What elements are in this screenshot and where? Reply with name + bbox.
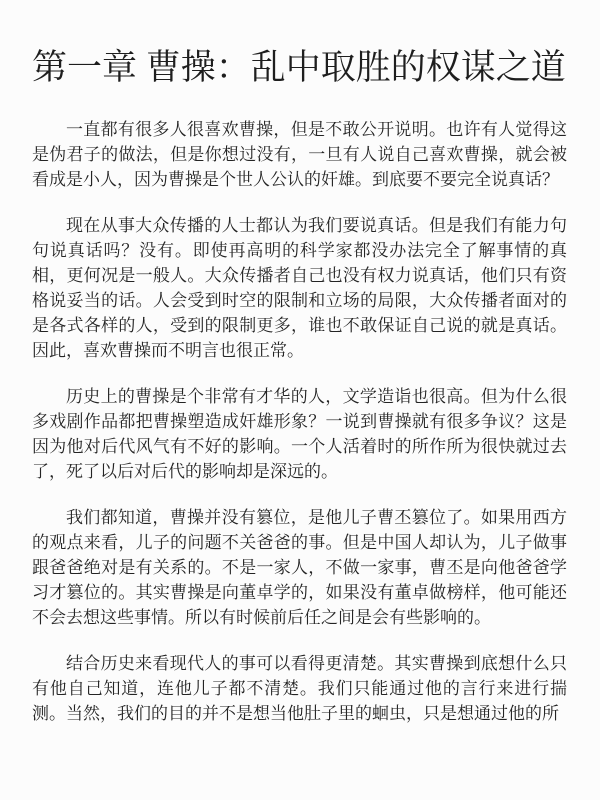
paragraph-3: 历史上的曹操是个非常有才华的人，文学造诣也很高。但为什么很多戏剧作品都把曹操塑造成奸雄形象？一说到曹操就有很多争议？这是因为他对后代风气有不好的影响。一个人活着时的所作所为很快就过去了，死了以后对后代的影响却是深远的。 <box>32 386 567 481</box>
paragraph-5: 结合历史来看现代人的事可以看得更清楚。其实曹操到底想什么只有他自己知道，连他儿子都不清楚。我们只能通过他的言行来进行揣测。当然，我们的目的并不是想当他肚子里的蛔虫，只是想通过他的所 <box>32 653 567 723</box>
paragraph-2: 现在从事大众传播的人士都认为我们要说真话。但是我们有能力句句说真话吗？没有。即使再高明的科学家都没办法完全了解事情的真相，更何况是一般人。大众传播者自己也没有权力说真话，他们只有资格说妥当的话。人会受到时空的限制和立场的局限，大众传播者面对的是各式各样的人，受到的限制更多，谁也不敢保证自己说的就是真话。因此，喜欢曹操而不明言也很正常。 <box>32 215 567 360</box>
paragraph-1: 一直都有很多人很喜欢曹操，但是不敢公开说明。也许有人觉得这是伪君子的做法，但是你想过没有，一旦有人说自己喜欢曹操，就会被看成是小人，因为曹操是个世人公认的奸雄。到底要不要完全说真话？ <box>32 119 567 189</box>
paragraph-4: 我们都知道，曹操并没有篡位，是他儿子曹丕篡位了。如果用西方的观点来看，儿子的问题不关爸爸的事。但是中国人却认为，儿子做事跟爸爸绝对是有关系的。不是一家人，不做一家事，曹丕是向他爸爸学习才篡位的。其实曹操是向董卓学的，如果没有董卓做榜样，他可能还不会去想这些事情。所以有时候前后任之间是会有些影响的。 <box>32 507 567 627</box>
chapter-title: 第一章 曹操：乱中取胜的权谋之道 <box>32 48 566 87</box>
